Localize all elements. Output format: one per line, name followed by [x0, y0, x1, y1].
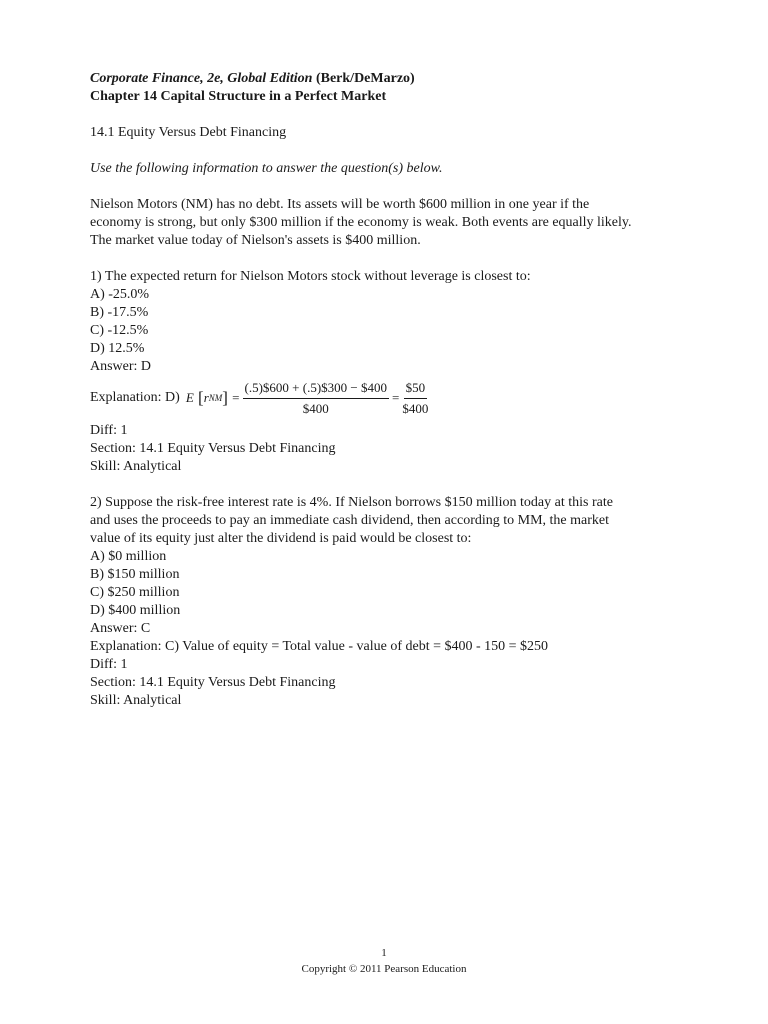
expected-return-formula: E [ r NM ] = $\frac{(.5)\$600 + (.5)\$300 - \$400}{\$400}$ = $\frac{\$50}{\$400}$	[185, 379, 429, 416]
answer-option: C) -12.5%	[90, 323, 149, 338]
question-1	[90, 268, 700, 476]
answer-option: B) $150 million	[90, 567, 180, 582]
scenario-line: The market value today of Nielson's assets is $400 million.	[90, 233, 421, 248]
difficulty-line: Diff: 1	[90, 423, 128, 438]
question-2	[90, 494, 700, 710]
explanation-line: Explanation: C) Value of equity = Total value - value of debt = $400 - 150 = $250	[90, 639, 549, 654]
instruction-text: Use the following information to answer the question(s) below.	[90, 161, 443, 176]
formula-denominator: $400	[402, 400, 429, 416]
answer-option: D) $400 million	[90, 603, 181, 618]
answer-option: B) -17.5%	[90, 305, 149, 320]
difficulty-line: Diff: 1	[90, 657, 128, 672]
scenario-paragraph	[90, 196, 700, 250]
book-header	[90, 70, 700, 88]
explanation-label: Explanation: D)	[90, 390, 180, 405]
formula-denominator: $400	[302, 400, 329, 416]
copyright-notice: Copyright © 2011 Pearson Education	[301, 963, 467, 975]
section-line: Section: 14.1 Equity Versus Debt Financing	[90, 675, 336, 690]
section-line: Section: 14.1 Equity Versus Debt Financing	[90, 441, 336, 456]
formula-subscript: NM	[208, 393, 223, 403]
answer-option: A) -25.0%	[90, 287, 150, 302]
formula-return-symbol: r	[203, 390, 209, 405]
scenario-line: economy is strong, but only $300 million if the economy is weak. Both events are equally likely.	[90, 215, 632, 230]
answer-option: D) 12.5%	[90, 341, 145, 356]
formula-fraction-main	[243, 379, 389, 418]
book-title: Corporate Finance, 2e, Global Edition	[90, 71, 313, 86]
page-number: 1	[381, 947, 387, 959]
explanation-row	[90, 378, 700, 418]
scenario-line: Nielson Motors (NM) has no debt. Its assets will be worth $600 million in one year if the	[90, 197, 590, 212]
question-text: and uses the proceeds to pay an immediate cash dividend, then according to MM, the market	[90, 513, 610, 528]
page-content	[90, 70, 700, 710]
answer-option: C) $250 million	[90, 585, 180, 600]
formula-equals: =	[232, 390, 240, 405]
formula-numerator: (.5)$600 + (.5)$300 − $400	[243, 379, 389, 399]
section-heading: 14.1 Equity Versus Debt Financing	[90, 125, 287, 140]
formula-numerator: $50	[404, 379, 428, 399]
chapter-title: Chapter 14 Capital Structure in a Perfect Market	[90, 89, 387, 104]
question-text: value of its equity just alter the dividend is paid would be closest to:	[90, 531, 472, 546]
skill-line: Skill: Analytical	[90, 693, 182, 708]
formula-fraction-result	[402, 379, 428, 418]
answer-option: A) $0 million	[90, 549, 167, 564]
answer-line: Answer: C	[90, 621, 151, 636]
question-text: 1) The expected return for Nielson Motors stock without leverage is closest to:	[90, 269, 531, 284]
formula-equals: =	[392, 390, 400, 405]
book-authors: (Berk/DeMarzo)	[315, 71, 415, 86]
formula-expectation-symbol: E	[185, 390, 194, 405]
answer-line: Answer: D	[90, 359, 152, 374]
question-text: 2) Suppose the risk-free interest rate is 4%. If Nielson borrows $150 million today at this rate	[90, 495, 613, 510]
skill-line: Skill: Analytical	[90, 459, 182, 474]
